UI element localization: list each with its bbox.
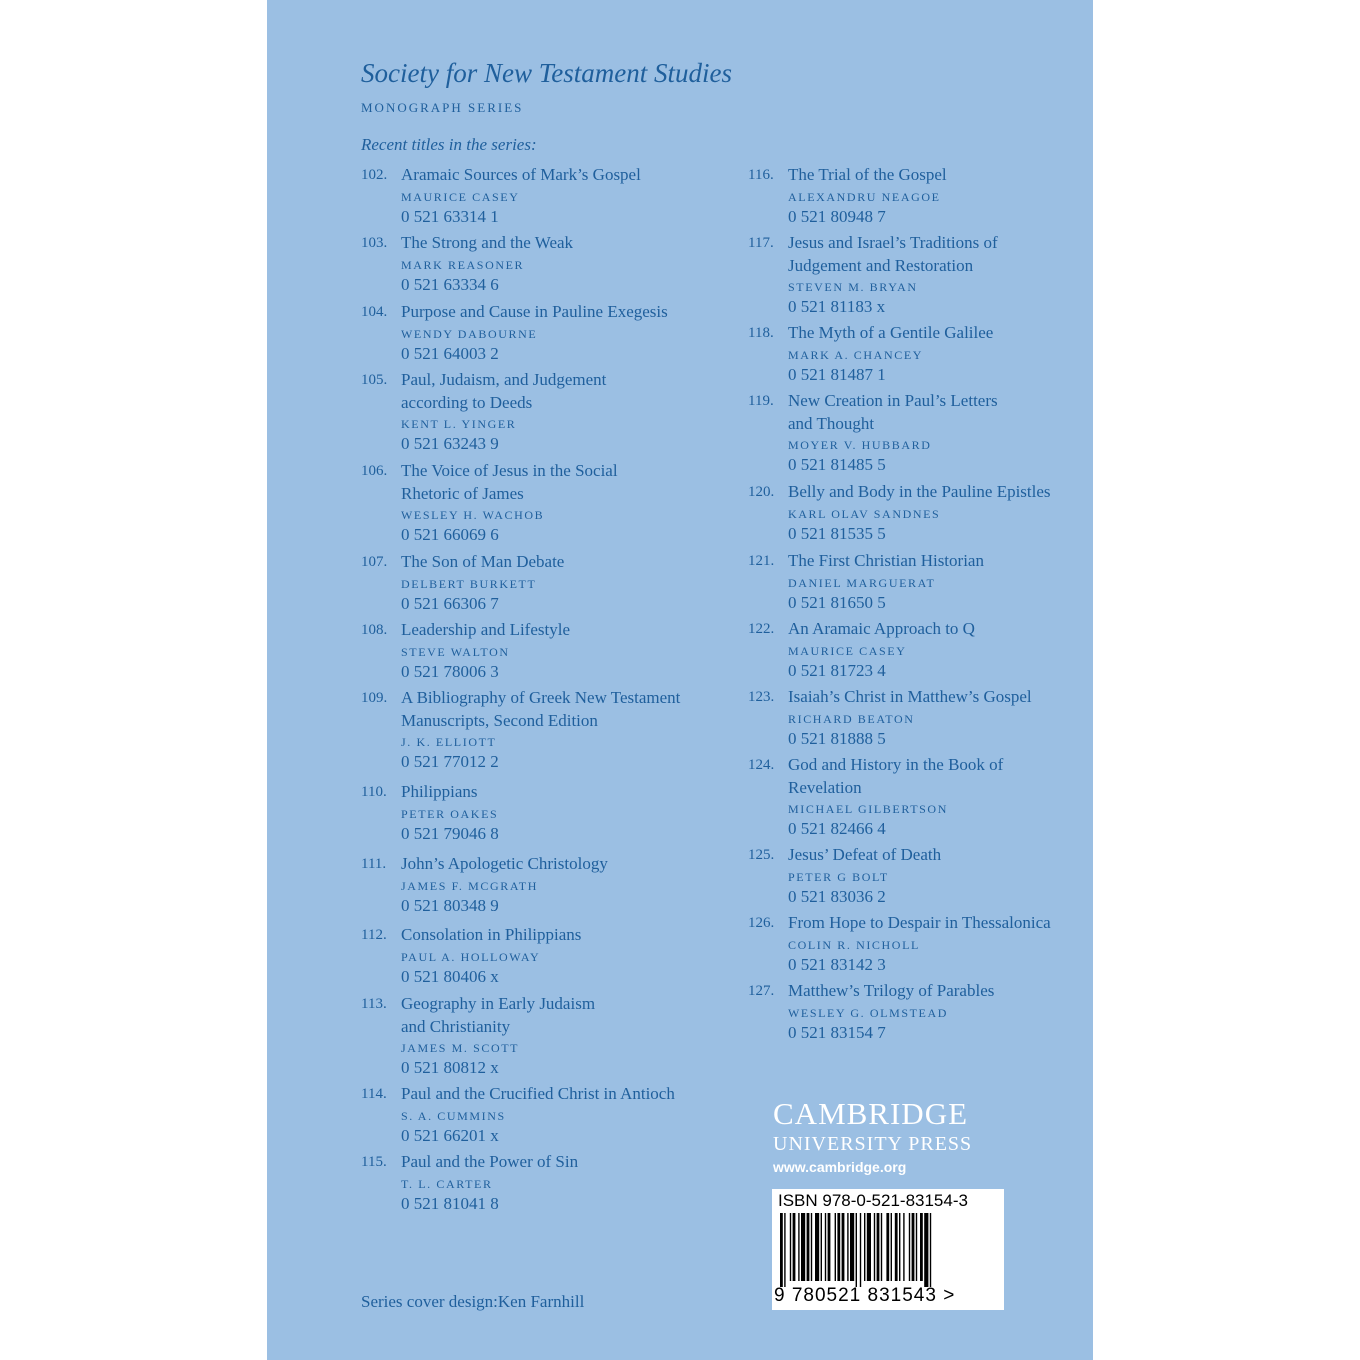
series-number: 106.	[361, 463, 388, 479]
book-author: WESLEY H. WACHOB	[401, 508, 545, 522]
book-isbn: 0 521 81535 5	[788, 523, 886, 543]
barcode-bar	[825, 1213, 826, 1281]
book-title-line: Jesus and Israel’s Traditions of	[788, 233, 998, 252]
series-number: 112.	[361, 927, 387, 943]
book-title-line: according to Deeds	[401, 392, 533, 412]
cover-design-credit: Series cover design:Ken Farnhill	[361, 1292, 585, 1311]
barcode-bar	[912, 1213, 915, 1281]
book-author: MARK A. CHANCEY	[788, 347, 924, 362]
entry-body	[401, 301, 721, 365]
book-author: DELBERT BURKETT	[401, 576, 537, 591]
book-isbn: 0 521 63334 6	[401, 274, 499, 294]
book-isbn: 0 521 79046 8	[401, 823, 499, 843]
book-author: WENDY DABOURNE	[401, 326, 538, 341]
book-author: PETER G BOLT	[788, 869, 889, 884]
book-title-line: and Thought	[788, 413, 875, 433]
entry-body	[401, 619, 721, 683]
book-author: MAURICE CASEY	[401, 189, 520, 204]
barcode-bar	[924, 1213, 928, 1287]
barcode-bars	[778, 1213, 998, 1287]
entry-body	[401, 924, 721, 988]
recent-titles-label: Recent titles in the series:	[361, 135, 537, 154]
series-number: 109.	[361, 690, 388, 706]
publisher-url: www.cambridge.org	[773, 1159, 907, 1175]
book-author: MOYER V. HUBBARD	[788, 438, 932, 452]
book-isbn: 0 521 81041 8	[401, 1193, 499, 1213]
book-isbn: 0 521 81485 5	[788, 455, 886, 474]
barcode-bar	[811, 1213, 812, 1281]
isbn-barcode	[772, 1189, 1004, 1310]
book-author: MARK REASONER	[401, 257, 525, 272]
book-author: KENT L. YINGER	[401, 417, 517, 431]
barcode-bar	[909, 1213, 910, 1281]
series-number: 108.	[361, 622, 388, 638]
barcode-digits: 9 780521 831543 >	[774, 1285, 956, 1306]
series-number: 105.	[361, 372, 388, 388]
book-title-line: Revelation	[788, 777, 862, 797]
entry-body	[788, 550, 1108, 614]
series-number: 125.	[748, 847, 775, 863]
book-author: MAURICE CASEY	[788, 643, 907, 658]
barcode-bar	[856, 1213, 857, 1287]
book-title-line: The Trial of the Gospel	[788, 165, 947, 184]
barcode-bar	[837, 1213, 840, 1281]
barcode-bar	[828, 1213, 831, 1281]
book-author: STEVE WALTON	[401, 644, 510, 659]
book-isbn: 0 521 83142 3	[788, 954, 886, 974]
book-title-line: A Bibliography of Greek New Testament	[401, 688, 681, 707]
book-author: STEVEN M. BRYAN	[788, 280, 918, 294]
entry-body	[788, 618, 1108, 682]
barcode-bar	[798, 1213, 799, 1281]
book-isbn: 0 521 66069 6	[401, 525, 499, 544]
book-title-line: Paul and the Crucified Christ in Antioch	[401, 1084, 675, 1103]
book-title-line: Paul and the Power of Sin	[401, 1152, 579, 1171]
barcode-bar	[874, 1213, 875, 1281]
series-number: 122.	[748, 621, 775, 637]
series-number: 119.	[748, 393, 774, 409]
entry-body	[401, 687, 721, 773]
entry-body	[788, 322, 1108, 386]
book-title-line: Manuscripts, Second Edition	[401, 710, 598, 730]
barcode-bar	[847, 1213, 848, 1281]
series-number: 116.	[748, 167, 774, 183]
entry-body	[401, 1151, 721, 1215]
book-isbn: 0 521 66306 7	[401, 593, 499, 613]
entry-body	[788, 980, 1108, 1044]
book-title-line: God and History in the Book of	[788, 755, 1004, 774]
barcode-bar	[877, 1213, 880, 1281]
entry-body	[788, 232, 1108, 318]
book-author: T. L. CARTER	[401, 1176, 493, 1191]
book-author: J. K. ELLIOTT	[401, 735, 497, 749]
book-title-line: New Creation in Paul’s Letters	[788, 391, 998, 410]
book-title-line: Jesus’ Defeat of Death	[788, 845, 942, 864]
book-author: PETER OAKES	[401, 806, 499, 821]
barcode-bar	[790, 1213, 791, 1281]
barcode-bar	[895, 1213, 898, 1281]
book-author: KARL OLAV SANDNES	[788, 506, 941, 521]
book-author: COLIN R. NICHOLL	[788, 937, 920, 952]
entry-body	[401, 369, 721, 455]
book-isbn: 0 521 81487 1	[788, 364, 886, 384]
entry-body	[401, 781, 721, 845]
book-author: JAMES M. SCOTT	[401, 1041, 520, 1055]
series-number: 120.	[748, 484, 775, 500]
book-title-line: From Hope to Despair in Thessalonica	[788, 913, 1051, 932]
isbn-label: ISBN 978-0-521-83154-3	[778, 1191, 968, 1210]
book-isbn: 0 521 64003 2	[401, 343, 499, 363]
book-title-line: The First Christian Historian	[788, 551, 984, 570]
series-number: 114.	[361, 1086, 387, 1102]
entry-body	[788, 481, 1108, 545]
book-isbn: 0 521 80812 x	[401, 1058, 499, 1077]
barcode-bar	[793, 1213, 796, 1281]
barcode-bar	[867, 1213, 871, 1281]
book-isbn: 0 521 80348 9	[401, 895, 499, 915]
entry-body	[401, 1083, 721, 1147]
barcode-bar	[930, 1213, 931, 1287]
barcode-bar	[864, 1213, 865, 1281]
book-title-line: Isaiah’s Christ in Matthew’s Gospel	[788, 687, 1032, 706]
entry-body	[788, 844, 1108, 908]
barcode-bar	[903, 1213, 904, 1281]
book-title-line: The Son of Man Debate	[401, 552, 565, 571]
book-author: JAMES F. MCGRATH	[401, 878, 538, 893]
entry-body	[788, 912, 1108, 976]
barcode-bar	[842, 1213, 845, 1281]
entry-body	[401, 460, 721, 546]
series-number: 117.	[748, 235, 774, 251]
book-title-line: and Christianity	[401, 1016, 511, 1036]
entry-body	[401, 993, 721, 1079]
book-author: S. A. CUMMINS	[401, 1108, 506, 1123]
barcode-bar	[801, 1213, 805, 1281]
book-title-line: Rhetoric of James	[401, 483, 524, 503]
series-number: 111.	[361, 856, 387, 872]
barcode-bar	[920, 1213, 923, 1281]
book-isbn: 0 521 83036 2	[788, 886, 886, 906]
barcode-bar	[860, 1213, 861, 1287]
barcode-bar	[850, 1213, 854, 1281]
book-title-line: Philippians	[401, 782, 478, 801]
book-author: DANIEL MARGUERAT	[788, 575, 936, 590]
series-title: Society for New Testament Studies	[361, 58, 732, 88]
barcode-bar	[780, 1213, 783, 1287]
entry-body	[401, 551, 721, 615]
book-author: WESLEY G. OLMSTEAD	[788, 1005, 949, 1020]
barcode-bar	[881, 1213, 882, 1281]
book-title-line: Paul, Judaism, and Judgement	[401, 370, 607, 389]
book-title-line: John’s Apologetic Christology	[401, 854, 608, 873]
book-title-line: Purpose and Cause in Pauline Exegesis	[401, 302, 668, 321]
book-isbn: 0 521 80406 x	[401, 966, 499, 986]
book-isbn: 0 521 63314 1	[401, 206, 499, 226]
book-isbn: 0 521 83154 7	[788, 1022, 886, 1042]
book-title-line: The Strong and the Weak	[401, 233, 574, 252]
entry-body	[788, 164, 1108, 228]
book-isbn: 0 521 78006 3	[401, 661, 499, 681]
series-number: 121.	[748, 553, 775, 569]
entry-body	[401, 164, 721, 228]
series-number: 124.	[748, 757, 775, 773]
barcode-bar	[899, 1213, 900, 1281]
book-isbn: 0 521 81888 5	[788, 728, 886, 748]
book-isbn: 0 521 77012 2	[401, 752, 499, 771]
book-title-line: Geography in Early Judaism	[401, 994, 596, 1013]
entry-body	[401, 853, 721, 917]
book-author: PAUL A. HOLLOWAY	[401, 949, 541, 964]
series-number: 118.	[748, 325, 774, 341]
series-number: 127.	[748, 983, 775, 999]
series-number: 103.	[361, 235, 388, 251]
book-title-line: Judgement and Restoration	[788, 255, 974, 275]
book-isbn: 0 521 66201 x	[401, 1125, 499, 1145]
book-title-line: The Voice of Jesus in the Social	[401, 461, 618, 480]
series-number: 126.	[748, 915, 775, 931]
book-title-line: Belly and Body in the Pauline Epistles	[788, 482, 1051, 501]
book-title-line: Matthew’s Trilogy of Parables	[788, 981, 995, 1000]
barcode-bar	[815, 1213, 819, 1281]
book-isbn: 0 521 81183 x	[788, 297, 886, 316]
series-number: 115.	[361, 1154, 387, 1170]
book-title-line: An Aramaic Approach to Q	[788, 619, 975, 638]
barcode-bar	[886, 1213, 889, 1281]
book-isbn: 0 521 81650 5	[788, 592, 886, 612]
publisher-logo-subtitle: UNIVERSITY PRESS	[773, 1133, 973, 1155]
book-isbn: 0 521 63243 9	[401, 434, 499, 453]
series-number: 123.	[748, 689, 775, 705]
entry-body	[788, 390, 1108, 476]
series-subtitle: MONOGRAPH SERIES	[361, 100, 524, 115]
barcode-bar	[835, 1213, 836, 1281]
series-number: 104.	[361, 304, 388, 320]
book-isbn: 0 521 82466 4	[788, 819, 886, 838]
entry-body	[788, 686, 1108, 750]
book-title-line: The Myth of a Gentile Galilee	[788, 323, 994, 342]
book-author: ALEXANDRU NEAGOE	[788, 189, 941, 204]
book-title-line: Consolation in Philippians	[401, 925, 582, 944]
barcode-bar	[784, 1213, 785, 1287]
barcode-bar	[891, 1213, 892, 1281]
barcode-bar	[916, 1213, 917, 1281]
book-author: RICHARD BEATON	[788, 711, 915, 726]
book-isbn: 0 521 80948 7	[788, 206, 886, 226]
book-isbn: 0 521 81723 4	[788, 660, 886, 680]
book-title-line: Leadership and Lifestyle	[401, 620, 570, 639]
barcode-bar	[821, 1213, 822, 1281]
book-author: MICHAEL GILBERTSON	[788, 802, 948, 816]
series-number: 102.	[361, 167, 388, 183]
barcode-bar	[807, 1213, 810, 1281]
entry-body	[401, 232, 721, 296]
series-number: 113.	[361, 996, 387, 1012]
entry-body	[788, 754, 1108, 840]
series-number: 110.	[361, 784, 387, 800]
publisher-logo-name: CAMBRIDGE	[773, 1096, 969, 1131]
series-number: 107.	[361, 554, 388, 570]
book-title-line: Aramaic Sources of Mark’s Gospel	[401, 165, 641, 184]
